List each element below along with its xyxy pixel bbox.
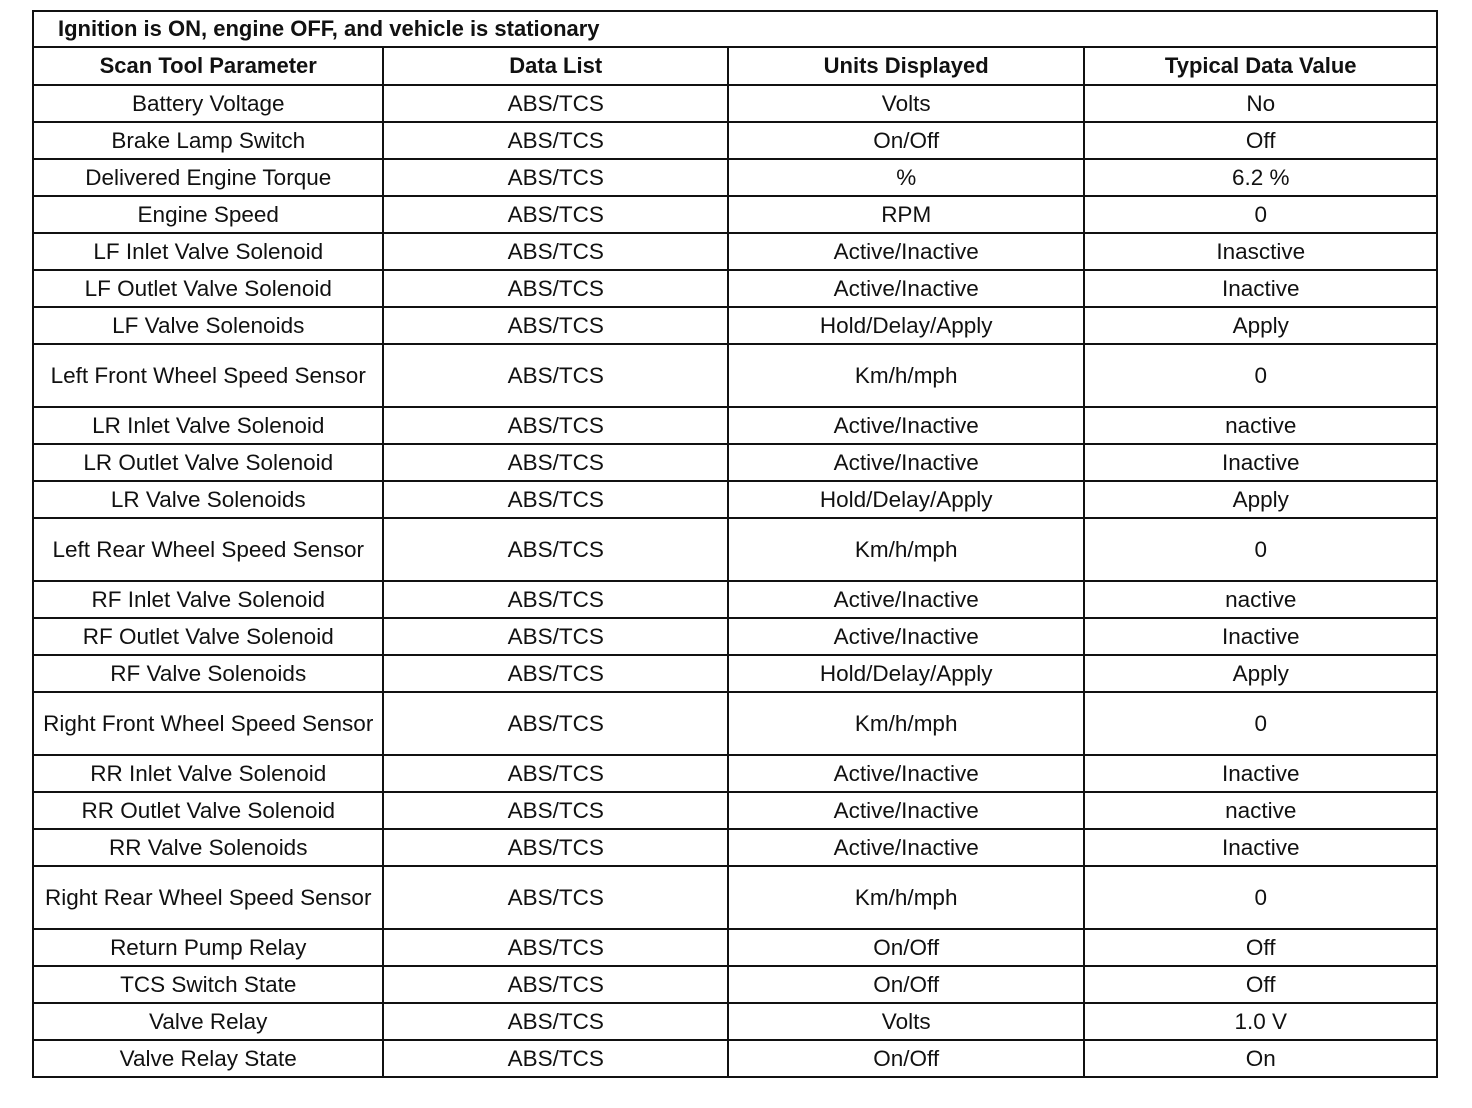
cell-parameter: Left Front Wheel Speed Sensor (33, 344, 383, 407)
cell-parameter: LF Valve Solenoids (33, 307, 383, 344)
cell-data-list: ABS/TCS (383, 655, 727, 692)
cell-parameter: Valve Relay (33, 1003, 383, 1040)
table-row (33, 196, 1437, 233)
table-caption: Ignition is ON, engine OFF, and vehicle is stationary (33, 11, 1437, 47)
cell-units: On/Off (728, 122, 1084, 159)
cell-typical-value: nactive (1084, 407, 1437, 444)
cell-units: Active/Inactive (728, 270, 1084, 307)
cell-data-list: ABS/TCS (383, 159, 727, 196)
cell-data-list: ABS/TCS (383, 1040, 727, 1077)
cell-units: Active/Inactive (728, 233, 1084, 270)
cell-parameter: Delivered Engine Torque (33, 159, 383, 196)
table-row (33, 233, 1437, 270)
table-header-row (33, 47, 1437, 85)
cell-parameter: Right Front Wheel Speed Sensor (33, 692, 383, 755)
cell-data-list: ABS/TCS (383, 866, 727, 929)
cell-typical-value: 0 (1084, 196, 1437, 233)
table-row (33, 829, 1437, 866)
cell-units: % (728, 159, 1084, 196)
cell-typical-value: Inactive (1084, 444, 1437, 481)
cell-parameter: Right Rear Wheel Speed Sensor (33, 866, 383, 929)
table-caption-row (33, 11, 1437, 47)
cell-data-list: ABS/TCS (383, 307, 727, 344)
cell-typical-value: Off (1084, 122, 1437, 159)
cell-parameter: RF Outlet Valve Solenoid (33, 618, 383, 655)
cell-parameter: Brake Lamp Switch (33, 122, 383, 159)
cell-typical-value: Apply (1084, 655, 1437, 692)
cell-data-list: ABS/TCS (383, 755, 727, 792)
table-row (33, 270, 1437, 307)
cell-units: Km/h/mph (728, 866, 1084, 929)
cell-units: Km/h/mph (728, 518, 1084, 581)
cell-parameter: Left Rear Wheel Speed Sensor (33, 518, 383, 581)
cell-data-list: ABS/TCS (383, 792, 727, 829)
cell-typical-value: Apply (1084, 481, 1437, 518)
cell-parameter: RR Outlet Valve Solenoid (33, 792, 383, 829)
cell-units: Active/Inactive (728, 444, 1084, 481)
cell-data-list: ABS/TCS (383, 929, 727, 966)
cell-data-list: ABS/TCS (383, 966, 727, 1003)
cell-data-list: ABS/TCS (383, 444, 727, 481)
table-row (33, 755, 1437, 792)
cell-data-list: ABS/TCS (383, 270, 727, 307)
cell-data-list: ABS/TCS (383, 122, 727, 159)
cell-units: On/Off (728, 1040, 1084, 1077)
cell-units: Km/h/mph (728, 344, 1084, 407)
column-header-data-list: Data List (383, 47, 727, 85)
cell-units: Active/Inactive (728, 755, 1084, 792)
cell-units: Active/Inactive (728, 407, 1084, 444)
table-row (33, 481, 1437, 518)
column-header-parameter: Scan Tool Parameter (33, 47, 383, 85)
table-row (33, 122, 1437, 159)
cell-units: Km/h/mph (728, 692, 1084, 755)
cell-typical-value: Off (1084, 966, 1437, 1003)
cell-parameter: LF Inlet Valve Solenoid (33, 233, 383, 270)
cell-parameter: Battery Voltage (33, 85, 383, 122)
cell-units: On/Off (728, 966, 1084, 1003)
table-row (33, 407, 1437, 444)
cell-typical-value: Inactive (1084, 755, 1437, 792)
cell-parameter: LR Valve Solenoids (33, 481, 383, 518)
table-row (33, 618, 1437, 655)
cell-typical-value: nactive (1084, 792, 1437, 829)
table-row (33, 518, 1437, 581)
cell-units: Active/Inactive (728, 581, 1084, 618)
table-row (33, 581, 1437, 618)
cell-units: Active/Inactive (728, 618, 1084, 655)
cell-data-list: ABS/TCS (383, 85, 727, 122)
cell-data-list: ABS/TCS (383, 829, 727, 866)
table-row (33, 929, 1437, 966)
table-row (33, 655, 1437, 692)
cell-typical-value: 0 (1084, 692, 1437, 755)
cell-data-list: ABS/TCS (383, 618, 727, 655)
table-row (33, 866, 1437, 929)
cell-data-list: ABS/TCS (383, 481, 727, 518)
cell-typical-value: Apply (1084, 307, 1437, 344)
cell-units: Active/Inactive (728, 829, 1084, 866)
table-row (33, 159, 1437, 196)
cell-parameter: Return Pump Relay (33, 929, 383, 966)
cell-units: Hold/Delay/Apply (728, 307, 1084, 344)
cell-units: Hold/Delay/Apply (728, 481, 1084, 518)
column-header-units: Units Displayed (728, 47, 1084, 85)
cell-typical-value: Inactive (1084, 829, 1437, 866)
cell-units: Hold/Delay/Apply (728, 655, 1084, 692)
cell-typical-value: On (1084, 1040, 1437, 1077)
cell-data-list: ABS/TCS (383, 581, 727, 618)
cell-units: Active/Inactive (728, 792, 1084, 829)
cell-typical-value: 1.0 V (1084, 1003, 1437, 1040)
table-row (33, 692, 1437, 755)
cell-parameter: RR Valve Solenoids (33, 829, 383, 866)
cell-typical-value: Inasctive (1084, 233, 1437, 270)
cell-typical-value: 0 (1084, 518, 1437, 581)
cell-parameter: TCS Switch State (33, 966, 383, 1003)
cell-parameter: LF Outlet Valve Solenoid (33, 270, 383, 307)
cell-data-list: ABS/TCS (383, 407, 727, 444)
table-row (33, 444, 1437, 481)
table-row (33, 307, 1437, 344)
cell-typical-value: Inactive (1084, 270, 1437, 307)
table-row (33, 344, 1437, 407)
cell-typical-value: No (1084, 85, 1437, 122)
cell-data-list: ABS/TCS (383, 196, 727, 233)
cell-typical-value: 0 (1084, 344, 1437, 407)
table-row (33, 1003, 1437, 1040)
table-row (33, 1040, 1437, 1077)
cell-parameter: RF Inlet Valve Solenoid (33, 581, 383, 618)
column-header-typical-value: Typical Data Value (1084, 47, 1437, 85)
cell-typical-value: Inactive (1084, 618, 1437, 655)
cell-data-list: ABS/TCS (383, 518, 727, 581)
cell-typical-value: 0 (1084, 866, 1437, 929)
table-row (33, 792, 1437, 829)
table-row (33, 966, 1437, 1003)
cell-units: Volts (728, 1003, 1084, 1040)
cell-parameter: RR Inlet Valve Solenoid (33, 755, 383, 792)
cell-typical-value: nactive (1084, 581, 1437, 618)
cell-units: Volts (728, 85, 1084, 122)
cell-units: On/Off (728, 929, 1084, 966)
cell-data-list: ABS/TCS (383, 1003, 727, 1040)
cell-data-list: ABS/TCS (383, 233, 727, 270)
cell-units: RPM (728, 196, 1084, 233)
cell-parameter: RF Valve Solenoids (33, 655, 383, 692)
cell-data-list: ABS/TCS (383, 344, 727, 407)
cell-parameter: Valve Relay State (33, 1040, 383, 1077)
scan-tool-data-table (32, 10, 1438, 1078)
cell-parameter: LR Outlet Valve Solenoid (33, 444, 383, 481)
cell-parameter: LR Inlet Valve Solenoid (33, 407, 383, 444)
cell-typical-value: 6.2 % (1084, 159, 1437, 196)
table-body (33, 85, 1437, 1077)
cell-data-list: ABS/TCS (383, 692, 727, 755)
cell-typical-value: Off (1084, 929, 1437, 966)
table-row (33, 85, 1437, 122)
cell-parameter: Engine Speed (33, 196, 383, 233)
